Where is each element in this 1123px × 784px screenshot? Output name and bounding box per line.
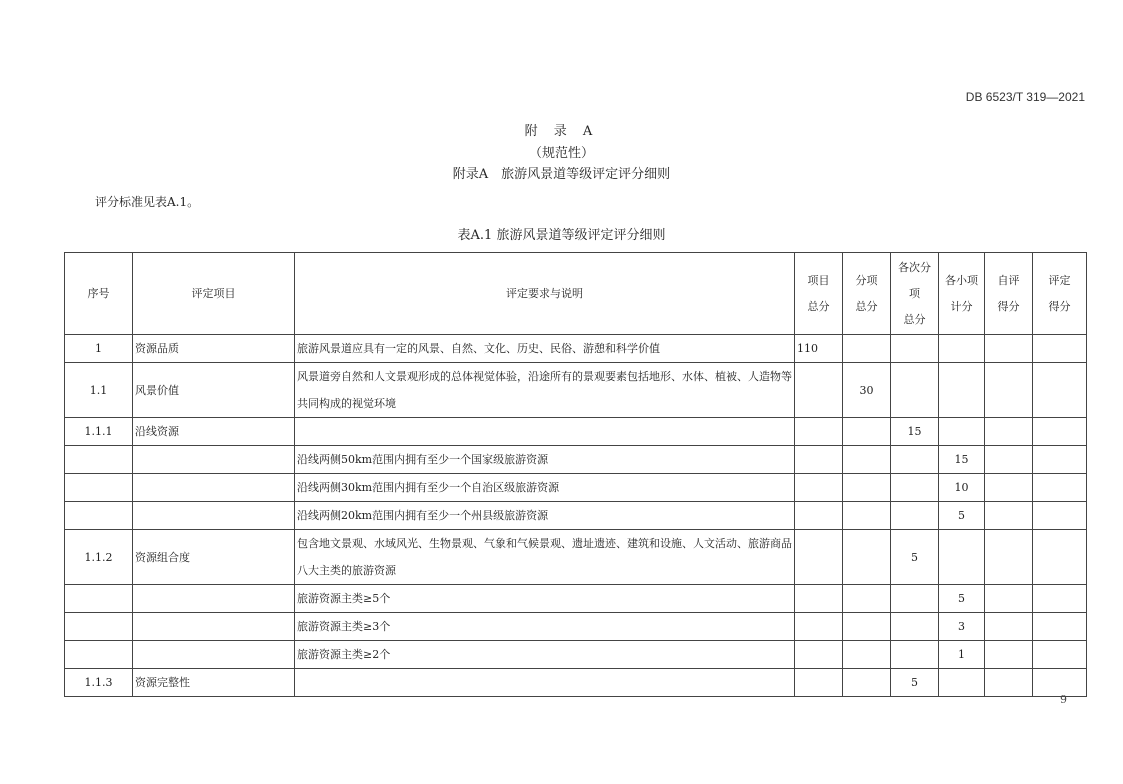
annex-type: （规范性） (528, 146, 594, 161)
row-sub-total (843, 474, 891, 502)
table-header-row (65, 253, 1087, 335)
table-row (65, 585, 1087, 613)
row-seq: 1.1.2 (65, 530, 133, 585)
row-item (133, 474, 295, 502)
intro-text: 评分标准见表A.1。 (95, 195, 200, 209)
row-self-score (985, 530, 1033, 585)
header-item: 评定项目 (133, 253, 295, 335)
table-row (65, 502, 1087, 530)
row-minor-score: 1 (939, 641, 985, 669)
row-minor-score: 3 (939, 613, 985, 641)
row-seq (65, 502, 133, 530)
page-number: 9 (1060, 693, 1067, 706)
row-second-total: 5 (891, 669, 939, 697)
row-second-total (891, 474, 939, 502)
row-eval-score (1033, 641, 1087, 669)
row-self-score (985, 363, 1033, 418)
row-requirement: 沿线两侧50km范围内拥有至少一个国家级旅游资源 (295, 446, 795, 474)
row-second-total (891, 446, 939, 474)
row-second-total (891, 335, 939, 363)
row-second-total: 15 (891, 418, 939, 446)
table-row (65, 335, 1087, 363)
row-self-score (985, 418, 1033, 446)
row-item-total (795, 474, 843, 502)
row-requirement: 旅游资源主类≥5个 (295, 585, 795, 613)
row-sub-total (843, 669, 891, 697)
row-second-total (891, 502, 939, 530)
row-item (133, 613, 295, 641)
header-item-total: 项目 总分 (795, 253, 843, 335)
row-eval-score (1033, 335, 1087, 363)
table-row (65, 363, 1087, 418)
row-seq: 1 (65, 335, 133, 363)
row-self-score (985, 585, 1033, 613)
row-sub-total (843, 530, 891, 585)
row-seq (65, 585, 133, 613)
row-item-total (795, 585, 843, 613)
row-second-total (891, 585, 939, 613)
row-second-total (891, 641, 939, 669)
row-item-total (795, 363, 843, 418)
row-requirement: 包含地文景观、水域风光、生物景观、气象和气候景观、遗址遗迹、建筑和设施、人文活动、旅游商品八大主类的旅游资源 (295, 530, 795, 585)
row-sub-total (843, 585, 891, 613)
row-self-score (985, 669, 1033, 697)
row-eval-score (1033, 585, 1087, 613)
row-sub-total (843, 418, 891, 446)
row-self-score (985, 502, 1033, 530)
row-requirement: 沿线两侧20km范围内拥有至少一个州县级旅游资源 (295, 502, 795, 530)
row-item (133, 446, 295, 474)
header-self-score: 自评 得分 (985, 253, 1033, 335)
row-seq: 1.1.1 (65, 418, 133, 446)
row-item-total (795, 502, 843, 530)
row-eval-score (1033, 613, 1087, 641)
table-row (65, 613, 1087, 641)
table-row (65, 530, 1087, 585)
row-minor-score (939, 335, 985, 363)
header-sub-total: 分项 总分 (843, 253, 891, 335)
row-requirement: 风景道旁自然和人文景观形成的总体视觉体验，沿途所有的景观要素包括地形、水体、植被、人造物等共同构成的视觉环境 (295, 363, 795, 418)
row-sub-total (843, 446, 891, 474)
row-requirement: 旅游风景道应具有一定的风景、自然、文化、历史、民俗、游憩和科学价值 (295, 335, 795, 363)
row-item-total (795, 641, 843, 669)
table-row (65, 418, 1087, 446)
row-requirement (295, 669, 795, 697)
row-eval-score (1033, 446, 1087, 474)
row-eval-score (1033, 502, 1087, 530)
row-second-total (891, 363, 939, 418)
row-minor-score (939, 363, 985, 418)
row-item (133, 502, 295, 530)
annex-name: 附录A 旅游风景道等级评定评分细则 (452, 167, 671, 182)
row-item: 资源完整性 (133, 669, 295, 697)
row-self-score (985, 613, 1033, 641)
row-seq (65, 446, 133, 474)
row-item-total (795, 613, 843, 641)
row-sub-total (843, 613, 891, 641)
row-requirement: 沿线两侧30km范围内拥有至少一个自治区级旅游资源 (295, 474, 795, 502)
scoring-table (64, 252, 1087, 697)
row-self-score (985, 446, 1033, 474)
row-item: 资源组合度 (133, 530, 295, 585)
row-item: 沿线资源 (133, 418, 295, 446)
row-sub-total (843, 641, 891, 669)
row-eval-score (1033, 474, 1087, 502)
header-seq: 序号 (65, 253, 133, 335)
row-item-total (795, 418, 843, 446)
header-second-total: 各次分 项 总分 (891, 253, 939, 335)
row-seq (65, 613, 133, 641)
row-self-score (985, 641, 1033, 669)
row-seq (65, 641, 133, 669)
row-second-total (891, 613, 939, 641)
row-seq: 1.1.3 (65, 669, 133, 697)
row-minor-score (939, 530, 985, 585)
annex-title: 附 录 A (524, 124, 599, 139)
table-caption: 表A.1 旅游风景道等级评定评分细则 (457, 228, 666, 243)
row-item (133, 585, 295, 613)
row-sub-total (843, 502, 891, 530)
row-self-score (985, 474, 1033, 502)
row-seq: 1.1 (65, 363, 133, 418)
header-requirement: 评定要求与说明 (295, 253, 795, 335)
row-minor-score (939, 669, 985, 697)
table-row (65, 641, 1087, 669)
table-row (65, 446, 1087, 474)
table-row (65, 669, 1087, 697)
row-item-total (795, 530, 843, 585)
document-code: DB 6523/T 319—2021 (965, 90, 1085, 104)
row-item-total (795, 669, 843, 697)
row-eval-score (1033, 363, 1087, 418)
row-seq (65, 474, 133, 502)
row-item (133, 641, 295, 669)
row-second-total: 5 (891, 530, 939, 585)
header-minor-score: 各小项 计分 (939, 253, 985, 335)
row-minor-score: 5 (939, 585, 985, 613)
row-eval-score (1033, 530, 1087, 585)
row-sub-total (843, 335, 891, 363)
row-sub-total: 30 (843, 363, 891, 418)
row-eval-score (1033, 418, 1087, 446)
row-self-score (985, 335, 1033, 363)
row-requirement (295, 418, 795, 446)
row-minor-score: 15 (939, 446, 985, 474)
row-requirement: 旅游资源主类≥2个 (295, 641, 795, 669)
row-minor-score (939, 418, 985, 446)
row-item: 风景价值 (133, 363, 295, 418)
header-eval-score: 评定 得分 (1033, 253, 1087, 335)
row-item: 资源品质 (133, 335, 295, 363)
row-item-total (795, 446, 843, 474)
row-item-total: 110 (795, 335, 843, 363)
table-row (65, 474, 1087, 502)
row-requirement: 旅游资源主类≥3个 (295, 613, 795, 641)
row-minor-score: 10 (939, 474, 985, 502)
row-minor-score: 5 (939, 502, 985, 530)
